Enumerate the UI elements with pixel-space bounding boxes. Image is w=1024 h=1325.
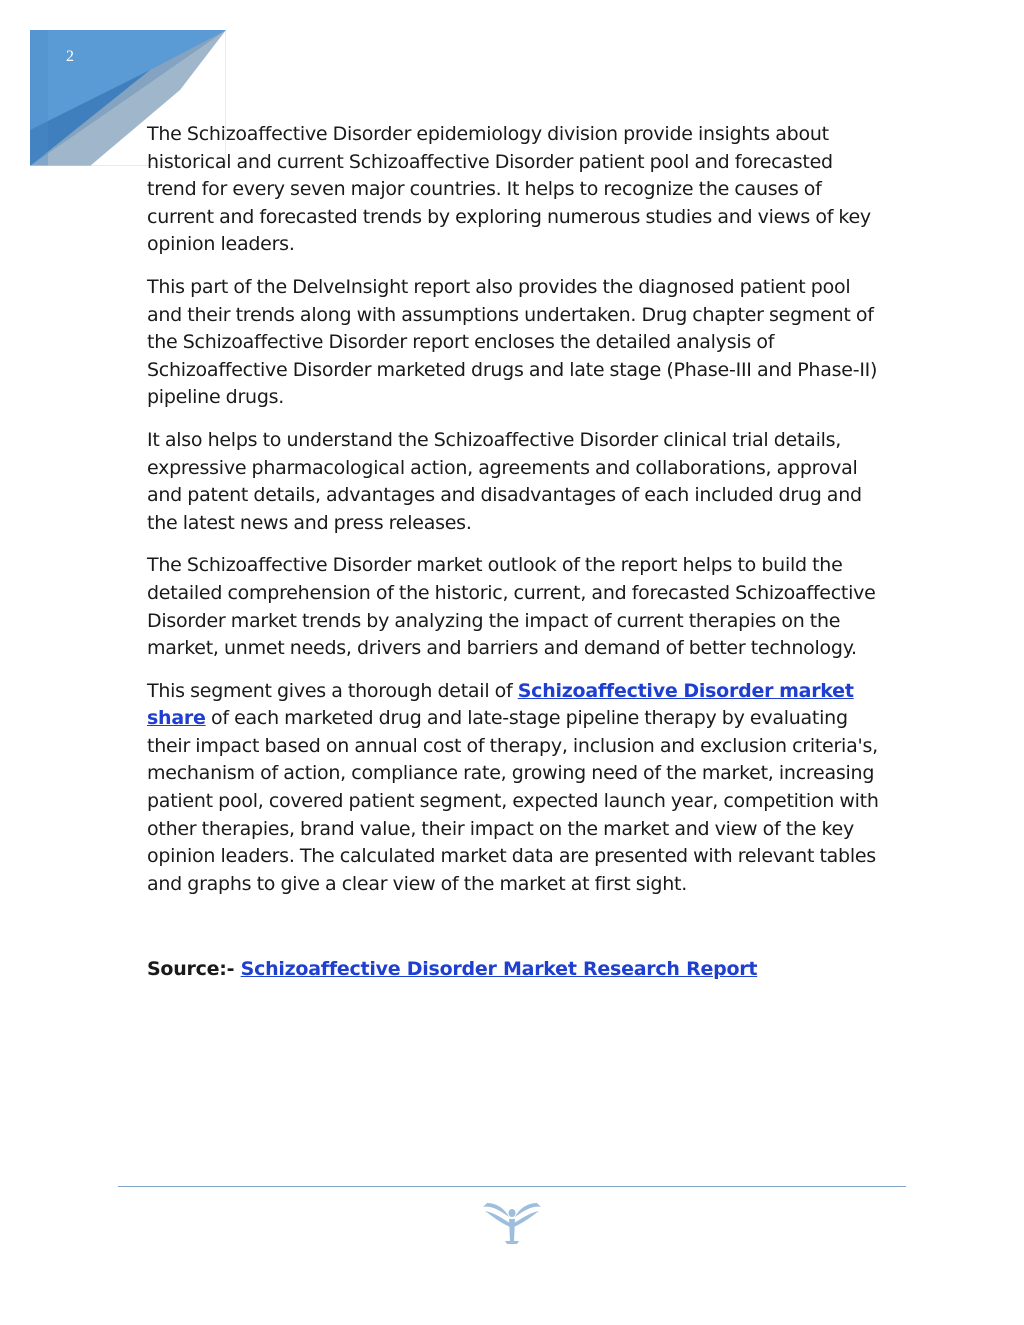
source-report-link[interactable]: Schizoaffective Disorder Market Research Report — [240, 958, 758, 980]
market-share-link[interactable]: Schizoaffective Disorder market share — [147, 679, 854, 730]
bird-logo-icon — [481, 1201, 543, 1245]
paragraph-market-outlook: The Schizoaffective Disorder market outlook of the report helps to build the detailed comprehension of the historic, current, and forecasted Schizoaffective Disorder market trends by analyzing the impact of current therapies on the market, unmet needs, drivers and barriers and demand of better technology. — [147, 554, 876, 660]
footer-divider — [118, 1186, 906, 1187]
source-line — [147, 955, 757, 983]
document-body — [147, 121, 882, 913]
paragraph-market-share-intro: This segment gives a thorough detail of — [147, 679, 518, 702]
paragraph-epidemiology: The Schizoaffective Disorder epidemiology division provide insights about historical and current Schizoaffective Disorder patient pool and forecasted trend for every seven major countries. It helps to recognize the causes of current and forecasted trends by exploring numerous studies and views of key opinion leaders. — [147, 123, 871, 256]
source-label: Source:- — [147, 958, 241, 980]
paragraph-diagnosed-pool: This part of the DelveInsight report also provides the diagnosed patient pool and their trends along with assumptions undertaken. Drug chapter segment of the Schizoaffective Disorder report encloses the detailed analysis of Schizoaffective Disorder marketed drugs and late stage (Phase-III and Phase-II) pipeline drugs. — [147, 275, 878, 409]
page-number: 2 — [66, 48, 74, 65]
paragraph-market-share-rest: of each marketed drug and late-stage pipeline therapy by evaluating their impact based on annual cost of therapy, inclusion and exclusion criteria's, mechanism of action, compliance rate, growing need of the market, increasing patient pool, covered patient segment, expected launch year, competition with other therapies, brand value, their impact on the market and view of the key opinion leaders. The calculated market data are presented with relevant tables and graphs to give a clear view of the market at first sight. — [147, 707, 879, 895]
paragraph-clinical-trials: It also helps to understand the Schizoaffective Disorder clinical trial details, expressive pharmacological action, agreements and collaborations, approval and patent details, advantages and disadvantages of each included drug and the latest news and press releases. — [147, 428, 862, 534]
paragraph-market-share — [147, 678, 882, 899]
